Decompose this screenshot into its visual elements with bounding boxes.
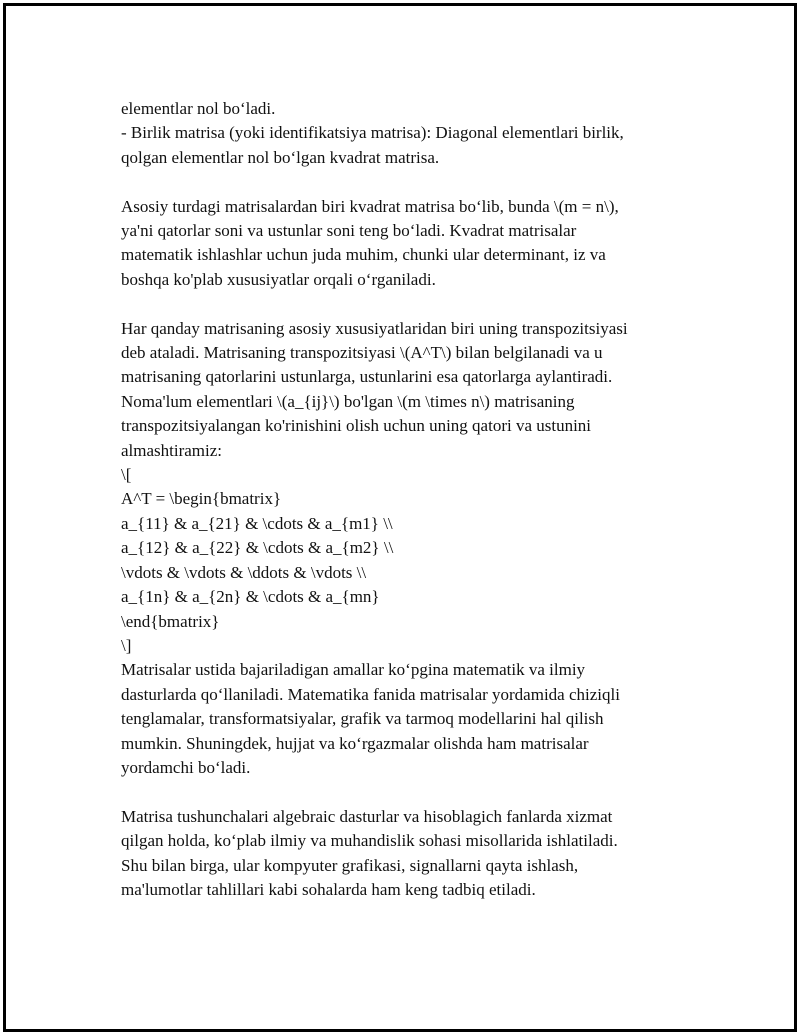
text-line: tenglamalar, transformatsiyalar, grafik va tarmoq modellarini hal qilish (121, 709, 604, 729)
latex-line: A^T = \begin{bmatrix} (121, 489, 282, 509)
text-line: matrisaning qatorlarini ustunlarga, ustunlarini esa qatorlarga aylantiradi. (121, 367, 613, 387)
document-body (121, 97, 681, 902)
text-line: - Birlik matrisa (yoki identifikatsiya matrisa): Diagonal elementlari birlik, (121, 123, 624, 143)
text-line: ya'ni qatorlar soni va ustunlar soni teng bo‘ladi. Kvadrat matrisalar (121, 221, 577, 241)
text-line: almashtiramiz: (121, 440, 223, 460)
text-line: yordamchi bo‘ladi. (121, 757, 251, 777)
paragraph-gap (121, 780, 681, 804)
text-line: qolgan elementlar nol bo‘lgan kvadrat matrisa. (121, 147, 440, 167)
paragraph (121, 317, 681, 781)
text-line: qilgan holda, ko‘plab ilmiy va muhandislik sohasi misollarida ishlatiladi. (121, 831, 618, 851)
paragraph (121, 97, 681, 170)
latex-line: \[ (121, 465, 132, 485)
text-line: Matrisalar ustida bajariladigan amallar ko‘pgina matematik va ilmiy (121, 660, 586, 680)
paragraph (121, 195, 681, 293)
paragraph-gap (121, 170, 681, 194)
text-line: boshqa ko'plab xususiyatlar orqali o‘rganiladi. (121, 269, 436, 289)
text-line: deb ataladi. Matrisaning transpozitsiyasi \(A^T\) bilan belgilanadi va u (121, 343, 603, 363)
latex-line: a_{11} & a_{21} & \cdots & a_{m1} \\ (121, 513, 393, 533)
text-line: Noma'lum elementlari \(a_{ij}\) bo'lgan \(m \times n\) matrisaning (121, 391, 575, 411)
text-line: Asosiy turdagi matrisalardan biri kvadrat matrisa bo‘lib, bunda \(m = n\), (121, 196, 619, 216)
text-line: Har qanday matrisaning asosiy xususiyatlaridan biri uning transpozitsiyasi (121, 318, 628, 338)
text-line: matematik ishlashlar uchun juda muhim, chunki ular determinant, iz va (121, 245, 606, 265)
latex-line: a_{1n} & a_{2n} & \cdots & a_{mn} (121, 587, 380, 607)
text-line: elementlar nol bo‘ladi. (121, 99, 276, 118)
paragraph (121, 805, 681, 903)
text-line: Shu bilan birga, ular kompyuter grafikasi, signallarni qayta ishlash, (121, 855, 579, 875)
latex-line: \] (121, 635, 132, 655)
text-line: mumkin. Shuningdek, hujjat va ko‘rgazmalar olishda ham matrisalar (121, 733, 589, 753)
paragraph-gap (121, 292, 681, 316)
text-line: ma'lumotlar tahlillari kabi sohalarda ham keng tadbiq etiladi. (121, 879, 536, 899)
page-frame (3, 3, 797, 1032)
latex-line: \end{bmatrix} (121, 611, 220, 631)
text-line: dasturlarda qo‘llaniladi. Matematika fanida matrisalar yordamida chiziqli (121, 684, 620, 704)
latex-line: a_{12} & a_{22} & \cdots & a_{m2} \\ (121, 538, 394, 558)
latex-line: \vdots & \vdots & \ddots & \vdots \\ (121, 562, 367, 582)
text-line: transpozitsiyalangan ko'rinishini olish uchun uning qatori va ustunini (121, 416, 592, 436)
text-line: Matrisa tushunchalari algebraic dasturlar va hisoblagich fanlarda xizmat (121, 806, 613, 826)
